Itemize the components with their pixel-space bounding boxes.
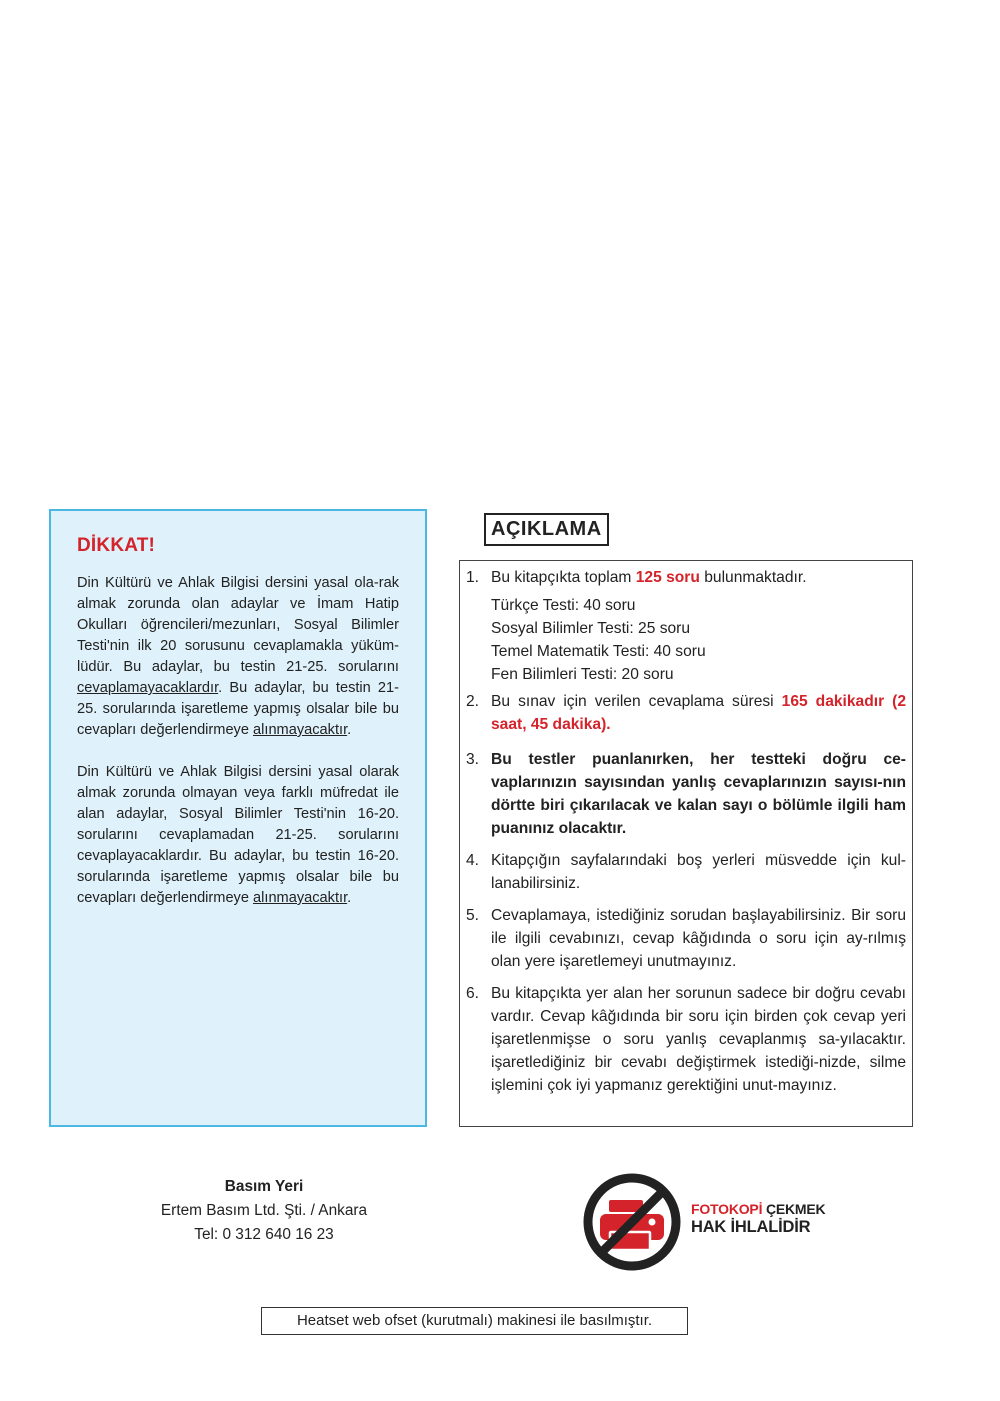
test-line-matematik: Temel Matematik Testi: 40 soru — [491, 643, 706, 660]
basim-yeri-title: Basım Yeri — [224, 1178, 304, 1195]
item2-duration: 165 dakikadır (2 saat, 45 dakika). — [491, 693, 906, 733]
item-number: 4. — [466, 852, 480, 869]
item-number: 5. — [466, 907, 480, 924]
hak-ihlalidir-text: HAK İHLALİDİR — [691, 1218, 811, 1236]
dikkat-p1-text-a: Din Kültürü ve Ahlak Bilgisi dersini yasal ola-rak almak zorunda olan adaylar ve İmam Hatip Okulları öğrencileri/mezunları, Sosyal Bilimler Testi'nin ilk 20 sorusunu cevaplamakla yüküm-lüdür. Bu adaylar, bu testin 21-25. sorularını — [77, 575, 399, 675]
item1-text-b: bulunmaktadır. — [699, 569, 807, 586]
aciklama-item-4 — [466, 849, 906, 895]
aciklama-item-1 — [466, 566, 906, 686]
item1-question-count: 125 soru — [635, 569, 700, 586]
fotokopi-word: FOTOKOPİ — [691, 1201, 763, 1217]
item3-text: Bu testler puanlanırken, her testteki doğru ce-vaplarınızın sayısından yanlış cevaplarınızın sayısı-nın dörtte biri çıkarılacak ve kalan sayı o bölümle ilgili ham puanınız olacaktır. — [491, 751, 906, 837]
test-line-fen: Fen Bilimleri Testi: 20 soru — [491, 666, 674, 683]
item6-text: Bu kitapçıkta yer alan her sorunun sadece bir doğru cevabı vardır. Cevap kâğıdında bir soru için birden çok cevap yeri işaretlenmişse o soru yanlış cevaplanmış sa-yılacaktır. işaretlediğiniz bir cevabı değiştirmek istediği-nizde, silme işlemini çok iyi yapmanız gerektiğini unut-mayınız. — [491, 985, 906, 1094]
aciklama-item-6 — [466, 982, 906, 1097]
printing-note-box: Heatset web ofset (kurutmalı) makinesi ile basılmıştır. — [261, 1307, 688, 1335]
item1-text-a: Bu kitapçıkta toplam — [491, 569, 636, 586]
aciklama-item-3 — [466, 748, 906, 840]
item2-text: Bu sınav için verilen cevaplama süresi — [491, 693, 782, 710]
dikkat-paragraph-2 — [77, 762, 399, 909]
dikkat-p2-text-c: . — [347, 890, 352, 906]
aciklama-title: AÇIKLAMA — [484, 513, 609, 546]
item-number: 2. — [466, 693, 480, 710]
dikkat-p1-text-b: . Bu adaylar, bu testin 21-25. sorularında işaretleme yapmış olsalar bile bu cevapları değerlendirmeye — [77, 680, 399, 738]
dikkat-paragraph-1 — [77, 573, 399, 741]
item-number: 3. — [466, 751, 480, 768]
test-line-turkce: Türkçe Testi: 40 soru — [491, 597, 636, 614]
aciklama-item-5 — [466, 904, 906, 973]
aciklama-item-2 — [466, 690, 906, 736]
item4-text: Kitapçığın sayfalarındaki boş yerleri müsvedde için kul-lanabilirsiniz. — [491, 852, 906, 892]
dikkat-box — [49, 509, 427, 1127]
no-photocopy-icon — [582, 1172, 682, 1272]
dikkat-p1-underline-2: alınmayacaktır — [253, 722, 348, 738]
dikkat-title: DİKKAT! — [77, 535, 156, 556]
dikkat-p1-underline-1: cevaplamayacaklardır — [77, 680, 219, 696]
item5-text: Cevaplamaya, istediğiniz sorudan başlayabilirsiniz. Bir soru ile ilgili cevabınızı, cevap kâğıdında o soru için ay-rılmış olan yere işaretlemeyi unutmayınız. — [491, 907, 906, 970]
cekmek-word: ÇEKMEK — [765, 1201, 826, 1217]
basim-yeri-block — [140, 1175, 388, 1247]
aciklama-list — [466, 566, 906, 1097]
dikkat-p1-text-c: . — [347, 722, 352, 738]
basim-yeri-phone: Tel: 0 312 640 16 23 — [194, 1226, 334, 1243]
dikkat-p2-text-a: Din Kültürü ve Ahlak Bilgisi dersini yasal olarak almak zorunda olmayan veya farklı müfredat ile alan adaylar, Sosyal Bilimler Testi'nin 16-20. sorularını cevaplamadan 21-25. sorularını cevaplayacaklardır. Bu adaylar, bu testin 16-20. sorularında işaretleme yapmış olsalar bile bu cevapları değerlendirmeye — [77, 764, 399, 906]
test-line-sosyal: Sosyal Bilimler Testi: 25 soru — [491, 620, 691, 637]
aciklama-box — [459, 560, 913, 1127]
dikkat-p2-underline: alınmayacaktır — [253, 890, 348, 906]
fotokopi-warning-text — [691, 1200, 825, 1236]
basim-yeri-company: Ertem Basım Ltd. Şti. / Ankara — [160, 1202, 368, 1219]
item-number: 6. — [466, 985, 480, 1002]
item-number: 1. — [466, 569, 480, 586]
